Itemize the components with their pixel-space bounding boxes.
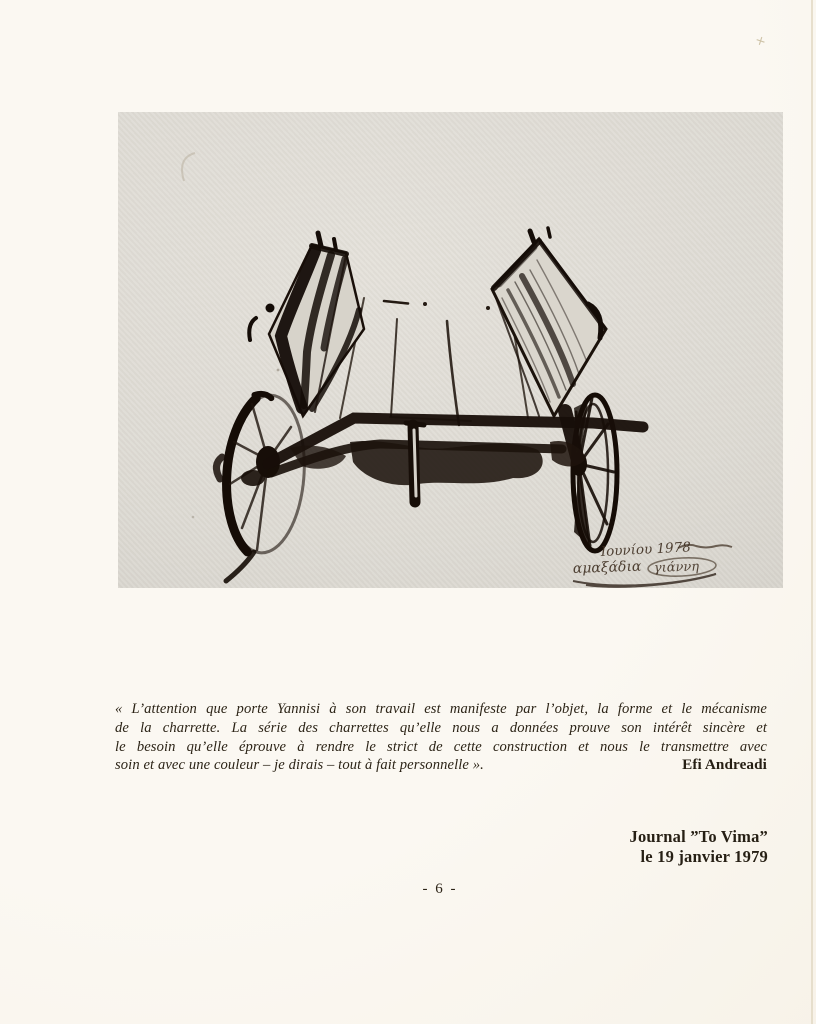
page-number: - 6 - — [422, 881, 458, 897]
artist-inscription — [573, 539, 732, 587]
scan-edge-line — [811, 0, 813, 1024]
inscription-date: Ιουνίου 1978 — [600, 539, 692, 560]
quote-last-line — [115, 756, 767, 775]
quote-block — [115, 700, 767, 775]
left-wheel — [216, 392, 309, 581]
quote-line-end: soin et avec une couleur – je dirais – tout à fait personnelle ». — [115, 757, 484, 774]
quote-author: Efi Andreadi — [682, 756, 767, 774]
journal-name: Journal ”To Vima” — [629, 827, 768, 846]
quote-line: « L’attention que porte Yannisi à son travail est manifeste par l’objet, la forme et le mécanisme — [115, 701, 767, 717]
cart-bed — [340, 298, 528, 425]
stray-pencil-mark: + — [752, 32, 768, 51]
cart-ink-drawing — [118, 112, 783, 588]
journal-date: le 19 janvier 1979 — [640, 846, 768, 866]
drawing-photograph — [118, 112, 783, 588]
right-side-panel — [492, 228, 606, 416]
inscription-signature: γιάννη — [653, 559, 700, 576]
inscription-word: αμαξάδια — [572, 558, 642, 577]
quote-line: de la charrette. La série des charrettes qu’elle nous a données prouve son intérêt sincère et — [115, 719, 767, 736]
journal-attribution — [630, 827, 769, 866]
quote-line: le besoin qu’elle éprouve à rendre le strict de cette construction et nous le transmettre avec — [115, 738, 767, 755]
chassis-axle — [268, 411, 643, 502]
